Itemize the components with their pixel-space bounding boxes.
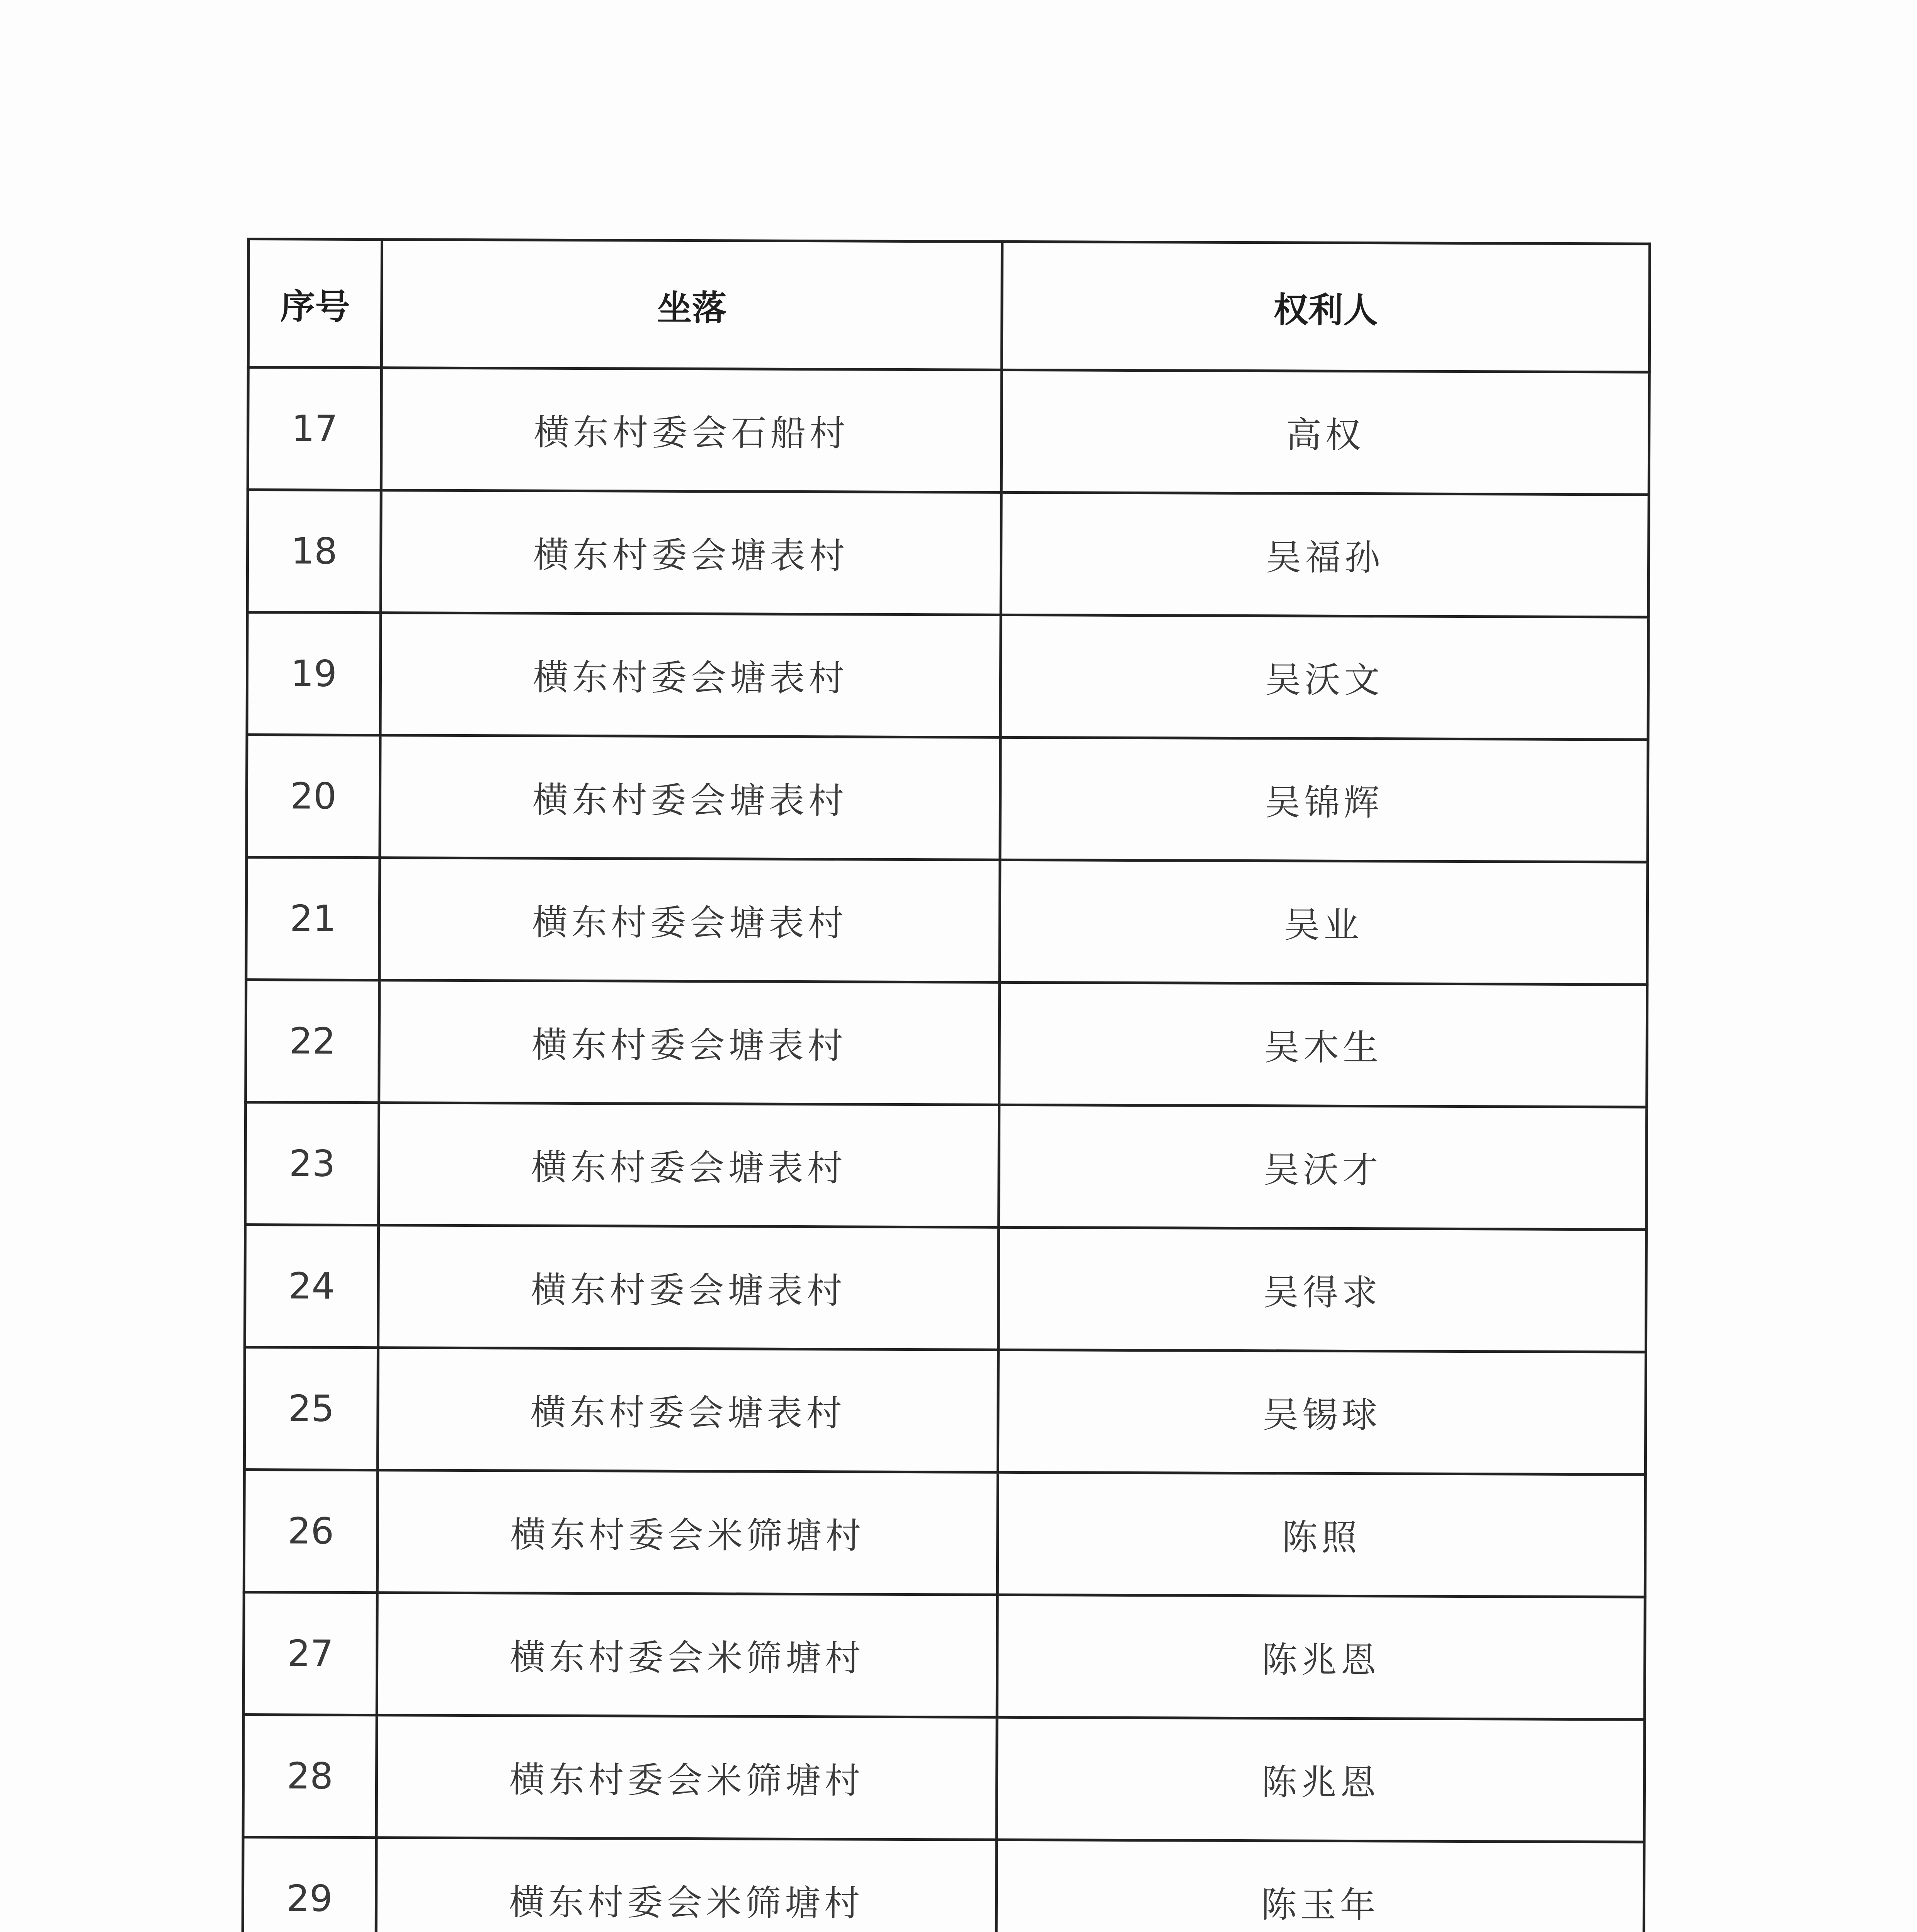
row-location-cell: 横东村委会塘表村 — [379, 858, 1000, 983]
row-location-cell: 横东村委会米筛塘村 — [377, 1470, 998, 1595]
row-seq-cell: 26 — [244, 1469, 378, 1592]
header-owner: 权利人 — [1002, 242, 1650, 372]
row-owner-cell: 高权 — [1001, 370, 1649, 495]
row-location-cell: 横东村委会塘表村 — [381, 490, 1001, 615]
row-location-cell: 横东村委会塘表村 — [378, 1348, 998, 1473]
table-row — [244, 1469, 1645, 1597]
header-seq: 序号 — [248, 239, 382, 368]
table-row — [246, 980, 1647, 1107]
row-owner-cell: 陈照 — [997, 1472, 1645, 1597]
row-location-cell: 横东村委会塘表村 — [380, 613, 1001, 738]
row-location-cell: 横东村委会米筛塘村 — [376, 1715, 997, 1840]
row-seq-cell: 22 — [246, 980, 379, 1103]
row-owner-cell: 吴沃文 — [1000, 615, 1648, 740]
header-location: 坐落 — [381, 240, 1002, 370]
row-seq-cell: 18 — [247, 490, 381, 613]
row-location-cell: 横东村委会塘表村 — [380, 735, 1000, 860]
row-seq-cell: 28 — [243, 1714, 377, 1837]
row-owner-cell: 吴沃才 — [999, 1105, 1647, 1230]
row-seq-cell: 27 — [243, 1592, 377, 1715]
row-owner-cell: 吴木生 — [999, 982, 1647, 1107]
table-row — [245, 1225, 1646, 1352]
row-seq-cell: 25 — [244, 1347, 378, 1470]
row-owner-cell: 陈兆恩 — [997, 1595, 1645, 1719]
table-row — [247, 735, 1648, 862]
table-row — [247, 612, 1648, 740]
row-owner-cell: 陈玉年 — [996, 1840, 1644, 1932]
table-row — [244, 1347, 1646, 1475]
table-row — [248, 367, 1649, 495]
row-seq-cell: 23 — [245, 1102, 379, 1225]
table-row — [243, 1837, 1644, 1932]
table-row — [243, 1714, 1645, 1842]
row-owner-cell: 吴业 — [1000, 860, 1648, 985]
row-owner-cell: 吴福孙 — [1001, 492, 1649, 617]
row-seq-cell: 17 — [248, 367, 381, 490]
row-location-cell: 横东村委会塘表村 — [379, 980, 1000, 1105]
owner-register-table — [240, 238, 1651, 1932]
row-owner-cell: 陈兆恩 — [997, 1717, 1645, 1842]
row-owner-cell: 吴锦辉 — [1000, 737, 1648, 862]
row-location-cell: 横东村委会米筛塘村 — [376, 1838, 997, 1932]
row-owner-cell: 吴锡球 — [998, 1350, 1646, 1475]
table-row — [247, 490, 1649, 617]
row-location-cell: 横东村委会石船村 — [381, 368, 1002, 493]
table-row — [246, 857, 1648, 985]
row-seq-cell: 19 — [247, 612, 381, 735]
row-seq-cell: 21 — [246, 857, 380, 980]
row-seq-cell: 24 — [245, 1225, 378, 1347]
row-owner-cell: 吴得求 — [998, 1227, 1646, 1352]
table-row — [243, 1592, 1645, 1719]
row-seq-cell: 29 — [243, 1837, 376, 1932]
row-seq-cell: 20 — [247, 735, 380, 858]
table-header-row — [248, 239, 1650, 372]
table-row — [245, 1102, 1647, 1230]
row-location-cell: 横东村委会塘表村 — [378, 1225, 998, 1350]
table-body — [241, 367, 1650, 1932]
row-location-cell: 横东村委会米筛塘村 — [377, 1593, 997, 1718]
row-location-cell: 横东村委会塘表村 — [379, 1103, 999, 1228]
